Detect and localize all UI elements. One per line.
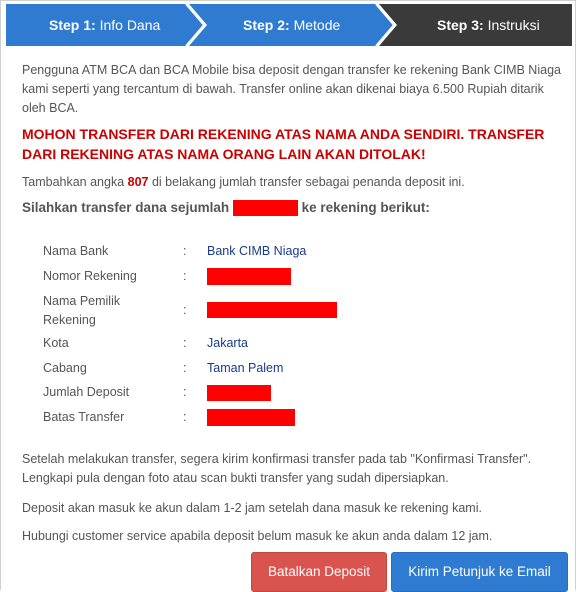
detail-colon: :	[183, 361, 187, 375]
transfer-instruction	[22, 200, 430, 216]
step-2-label[interactable]	[243, 4, 340, 46]
detail-label: Nama Bank	[43, 244, 109, 258]
detail-value: Jakarta	[207, 336, 248, 350]
detail-label: Jumlah Deposit	[43, 385, 130, 399]
detail-colon: :	[183, 385, 187, 399]
redacted-account-number	[207, 267, 291, 286]
detail-label: Cabang	[43, 361, 87, 375]
transfer-instruction-after: ke rekening berikut:	[297, 200, 430, 215]
detail-colon: :	[183, 303, 187, 317]
note-confirmation: Setelah melakukan transfer, segera kirim konfirmasi transfer pada tab "Konfirmasi Transfer". Lengkapi pula dengan foto atau scan bukti transfer yang sudah dipersiapkan.	[22, 452, 532, 485]
redacted-transfer-deadline	[207, 408, 295, 427]
detail-colon: :	[183, 336, 187, 350]
step-2-number: Step 2:	[243, 17, 290, 33]
code-instruction-before: Tambahkan angka	[22, 175, 128, 189]
detail-colon: :	[183, 244, 187, 258]
step-1-label[interactable]	[49, 4, 160, 46]
step-1-name: Info Dana	[99, 17, 161, 33]
warning-text: MOHON TRANSFER DARI REKENING ATAS NAMA ANDA SENDIRI. TRANSFER DARI REKENING ATAS NAMA ORANG LAIN AKAN DITOLAK!	[22, 126, 545, 162]
code-instruction-after: di belakang jumlah transfer sebagai penanda deposit ini.	[148, 175, 465, 189]
step-1-number: Step 1:	[49, 17, 96, 33]
transfer-instruction-before: Silahkan transfer dana sejumlah	[22, 200, 233, 215]
note-customer-service: Hubungi customer service apabila deposit belum masuk ke akun anda dalam 12 jam.	[22, 529, 493, 543]
detail-colon: :	[183, 269, 187, 283]
code-instruction	[22, 173, 465, 192]
step-3-label	[437, 4, 540, 46]
detail-label: Batas Transfer	[43, 410, 125, 424]
step-3-number: Step 3:	[437, 17, 484, 33]
redacted-deposit-amount	[207, 383, 271, 402]
unique-code: 807	[127, 175, 149, 189]
detail-label: Nomor Rekening	[43, 269, 137, 283]
note-deposit-time: Deposit akan masuk ke akun dalam 1-2 jam setelah dana masuk ke rekening kami.	[22, 501, 482, 515]
redacted-account-holder	[207, 300, 337, 319]
detail-label: Kota	[43, 336, 69, 350]
redacted-amount	[233, 200, 298, 216]
step-3-name: Instruksi	[487, 17, 540, 33]
step-wizard	[6, 4, 572, 46]
detail-value: Taman Palem	[207, 361, 284, 375]
detail-value: Bank CIMB Niaga	[207, 244, 307, 258]
detail-label: Nama Pemilik Rekening	[43, 294, 121, 327]
send-email-instructions-button[interactable]: Kirim Petunjuk ke Email	[391, 552, 568, 592]
cancel-deposit-button[interactable]: Batalkan Deposit	[251, 552, 387, 592]
step-2-name: Metode	[293, 17, 341, 33]
intro-text: Pengguna ATM BCA dan BCA Mobile bisa deposit dengan transfer ke rekening Bank CIMB Niaga kami seperti yang tercantum di bawah. Transfer online akan dikenai biaya 6.500 Rupiah ditarik oleh BCA.	[22, 63, 561, 115]
detail-colon: :	[183, 410, 187, 424]
